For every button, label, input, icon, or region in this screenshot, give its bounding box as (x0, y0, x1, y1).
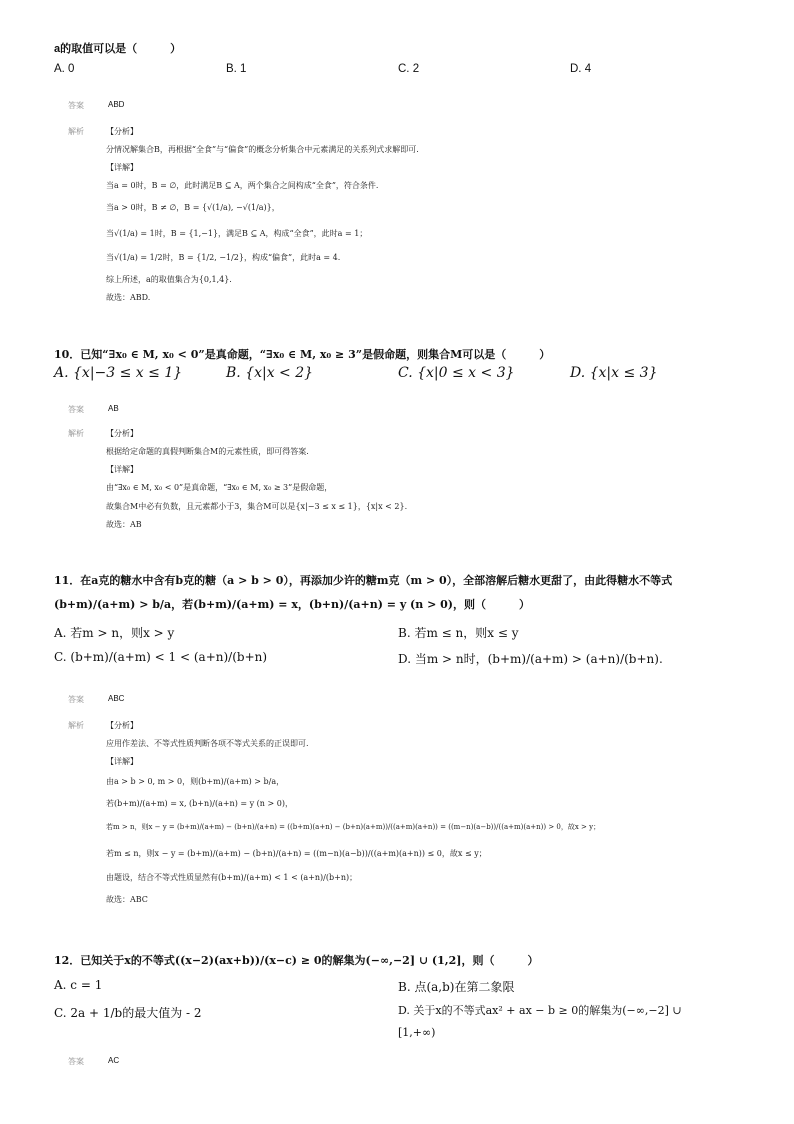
q9-explain-line: 当√(1/a) = 1时，B = {1,−1}，满足B ⊆ A，构成“全食”，此时a = 1； (106, 229, 368, 238)
q11-option-c[interactable]: C. (b+m)/(a+m) < 1 < (a+n)/(b+n) (54, 650, 268, 664)
q10-explain-line: 【分析】 (106, 429, 138, 438)
q9-explain-line: 【详解】 (106, 163, 138, 172)
q11-explain-line: 【分析】 (106, 721, 138, 730)
q11-explain-line: 若m ≤ n，则x − y = (b+m)/(a+m) − (b+n)/(a+n) = ((m−n)(a−b))/((a+m)(a+n)) ≤ 0，故x ≤ y； (106, 849, 487, 858)
q9-explain-line: 故选：ABD. (106, 293, 151, 302)
q12-stem: 12．已知关于x的不等式((x−2)(ax+b))/(x−c) ≥ 0的解集为(−∞,−2] ∪ (1,2]，则（ ） (54, 954, 539, 967)
q10-answer-label: 答案 (68, 405, 84, 414)
q10-option-a[interactable]: A. {x|−3 ≤ x ≤ 1} (54, 365, 183, 381)
q12-option-a[interactable]: A. c = 1 (54, 978, 103, 992)
q9-explain-line: 当a > 0时，B ≠ ∅，B = {√(1/a), −√(1/a)}， (106, 203, 280, 212)
q10-explain-line: 由“∃x₀ ∈ M, x₀ < 0”是真命题，“∃x₀ ∈ M, x₀ ≥ 3”是假命题， (106, 483, 333, 492)
q11-stem-2: (b+m)/(a+m) > b/a，若(b+m)/(a+m) = x，(b+n)/(a+n) = y (n > 0)，则（ ） (54, 598, 530, 611)
q11-answer-label: 答案 (68, 695, 84, 704)
q9-explain-line: 当√(1/a) = 1/2时，B = {1/2, −1/2}，构成“偏食”，此时a = 4. (106, 253, 341, 262)
q12-option-b[interactable]: B. 点(a,b)在第二象限 (398, 980, 515, 994)
q10-explain-line: 故选：AB (106, 520, 142, 529)
q11-explain-line: 【详解】 (106, 757, 138, 766)
q11-explain-label: 解析 (68, 721, 84, 730)
q9-explain-line: 综上所述，a的取值集合为{0,1,4}. (106, 275, 232, 284)
q10-option-d[interactable]: D. {x|x ≤ 3} (570, 365, 658, 381)
q10-explain-line: 【详解】 (106, 465, 138, 474)
q10-option-c[interactable]: C. {x|0 ≤ x < 3} (398, 365, 515, 381)
q10-option-b[interactable]: B. {x|x < 2} (226, 365, 314, 381)
q12-answer-label: 答案 (68, 1057, 84, 1066)
q11-explain-line: 由a > b > 0, m > 0，则(b+m)/(a+m) > b/a， (106, 777, 285, 786)
q9-stem-tail (54, 40, 181, 56)
q10-explain-line: 故集合M中必有负数，且元素都小于3，集合M可以是{x|−3 ≤ x ≤ 1}，{x|x < 2}. (106, 502, 408, 511)
q10-stem: 10．已知“∃x₀ ∈ M, x₀ < 0”是真命题，“∃x₀ ∈ M, x₀ ≥ 3”是假命题，则集合M可以是（ ） (54, 348, 551, 361)
q11-explain-line: 故选：ABC (106, 895, 148, 904)
q10-explain-label: 解析 (68, 429, 84, 438)
q9-explain-line: 【分析】 (106, 127, 138, 136)
q11-explain-line: 若(b+m)/(a+m) = x, (b+n)/(a+n) = y (n > 0)， (106, 799, 293, 808)
q9-explain-line: 分情况解集合B，再根据“全食”与“偏食”的概念分析集合中元素满足的关系列式求解即可. (106, 145, 419, 154)
q11-option-d[interactable]: D. 当m > n时，(b+m)/(a+m) > (a+n)/(b+n). (398, 652, 663, 666)
q9-option-b[interactable]: B. 1 (226, 63, 247, 75)
q10-explain-line: 根据给定命题的真假判断集合M的元素性质，即可得答案. (106, 447, 309, 456)
q9-option-d[interactable]: D. 4 (570, 63, 592, 75)
q9-option-a[interactable]: A. 0 (54, 63, 75, 75)
q11-explain-line: 若m > n，则x − y = (b+m)/(a+m) − (b+n)/(a+n) = ((b+m)(a+n) − (b+n)(a+m))/((a+m)(a+n)) = ((m−n)(a−b))/((a+m)(a+n)) > 0，故x > y； (106, 823, 601, 831)
q11-stem-1: 11．在a克的糖水中含有b克的糖（a > b > 0），再添加少许的糖m克（m > 0），全部溶解后糖水更甜了，由此得糖水不等式 (54, 574, 673, 587)
q9-stem-tail-text: a的取值可以是（ ） (54, 43, 182, 55)
q11-explain-line: 应用作差法、不等式性质判断各项不等式关系的正误即可. (106, 739, 309, 748)
q12-option-c[interactable]: C. 2a + 1/b的最大值为 - 2 (54, 1006, 202, 1020)
q11-option-a[interactable]: A. 若m > n，则x > y (54, 626, 175, 640)
q9-answer-label: 答案 (68, 101, 84, 110)
q9-option-c[interactable]: C. 2 (398, 63, 420, 75)
q12-option-d[interactable]: D. 关于x的不等式ax² + ax − b ≥ 0的解集为(−∞,−2] ∪ [1,+∞) (398, 1004, 682, 1039)
q11-option-b[interactable]: B. 若m ≤ n，则x ≤ y (398, 626, 519, 640)
q9-explain-line: 当a = 0时，B = ∅，此时满足B ⊆ A，两个集合之间构成“全食”，符合条件. (106, 181, 379, 190)
q9-answer: ABD (108, 100, 125, 109)
q12-answer: AC (108, 1056, 120, 1065)
q11-explain-line: 由题设，结合不等式性质显然有(b+m)/(a+m) < 1 < (a+n)/(b+n)； (106, 873, 358, 882)
q10-answer: AB (108, 404, 119, 413)
q11-answer: ABC (108, 694, 125, 703)
q9-explain-label: 解析 (68, 127, 84, 136)
